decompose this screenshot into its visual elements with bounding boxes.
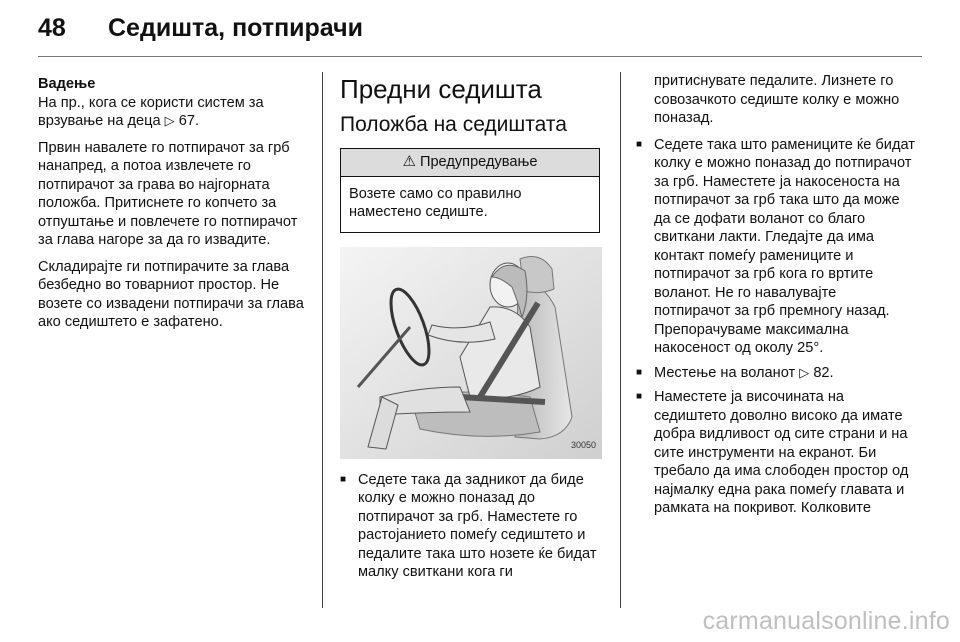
- removal-paragraph-1: [38, 94, 308, 131]
- removal-paragraph-3: Складирајте ги потпирачите за глава безбедно во товарниот простор. Не возете со извадени потпирачи за глава ако седиштето е зафатено.: [38, 258, 304, 330]
- driver-seated-illustration: [340, 247, 602, 459]
- page-reference-67[interactable]: 67.: [178, 113, 200, 129]
- warning-box: [340, 148, 600, 233]
- removal-text-1: На пр., кога се користи систем за врзување на деца: [38, 94, 264, 129]
- list-item: [636, 388, 916, 518]
- page-header: [38, 14, 363, 50]
- section-heading: Предни седишта: [340, 74, 542, 104]
- bullet-square-icon: ■: [636, 366, 643, 378]
- list-item: [636, 136, 916, 358]
- watermark: carmanualsonline.info: [702, 607, 950, 635]
- column-divider-right: [620, 72, 621, 608]
- column-left: [38, 75, 308, 340]
- figure-code: 30050: [570, 440, 596, 450]
- seat-position-illustration: [340, 247, 602, 459]
- warning-title: Предупредување: [419, 154, 538, 170]
- bullet-square-icon: ■: [636, 138, 643, 150]
- bullet-text-steering-wheel: Местење на воланот: [654, 364, 796, 381]
- column-right: [636, 72, 916, 524]
- list-item: [636, 364, 916, 383]
- removal-paragraph-2: Првин навалете го потпирачот за грб нанапред, а потоа извлечете го потпирачот за грава во најгорната положба. Притиснете го копчето за отпуштање и повлечете го потпирачот за глава нагоре за да го извадите.: [38, 139, 298, 248]
- continued-text: притиснувате педалите. Лизнете го совозачкото седиште колку е можно поназад.: [654, 73, 900, 126]
- warning-triangle-icon: ⚠: [402, 153, 416, 170]
- bullet-square-icon: ■: [340, 473, 347, 485]
- header-divider: [38, 56, 922, 57]
- bullet-text-seat-height: Наместете ја височината на седиштето доволно високо да имате добра видливост од сите страни и на сите инструменти на екранот. Би требало да има слободен простор од најмалку една рака помеѓу главата и рамката на покривот. Колковите: [654, 389, 909, 516]
- bullet-text-shoulders: Седете така што рамениците ќе бидат колку е можно поназад до потпирачот за грб. Наместете ја накосеноста на потпирачот за грб така што да може да се дофати воланот со благо свиткани лакти. Гледајте да има контакт помеѓу рамениците и потпирачот за грб кога го вртите воланот. Не го навалувајте потпирачот за грб премногу назад. Препорачуваме максимална накосеност од околу 25°.: [654, 136, 915, 356]
- bullet-steering-wheel: [654, 364, 916, 383]
- bullet-text-sit-back: Седете така да задникот да биде колку е можно поназад до потпирачот за грб. Наместете го растојанието помеѓу седиштето и педалите така што нозете ќе бидат малку свиткани кога ги: [358, 471, 597, 580]
- bullet-square-icon: ■: [636, 391, 643, 402]
- page-reference-icon: ▷: [799, 364, 810, 380]
- warning-body: Возете само со правилно наместено седиште.: [349, 185, 522, 220]
- column-divider-left: [322, 72, 323, 608]
- column-middle: [340, 72, 602, 588]
- removal-subheading: Вадење: [38, 76, 96, 92]
- page-number: 48: [38, 14, 66, 42]
- list-item: [340, 471, 602, 582]
- chapter-title: Седишта, потпирачи: [108, 14, 363, 42]
- page-reference-82[interactable]: 82.: [813, 364, 834, 381]
- warning-header: [341, 149, 599, 177]
- subsection-heading: Положба на седиштата: [340, 113, 567, 136]
- page-reference-icon: ▷: [164, 113, 175, 128]
